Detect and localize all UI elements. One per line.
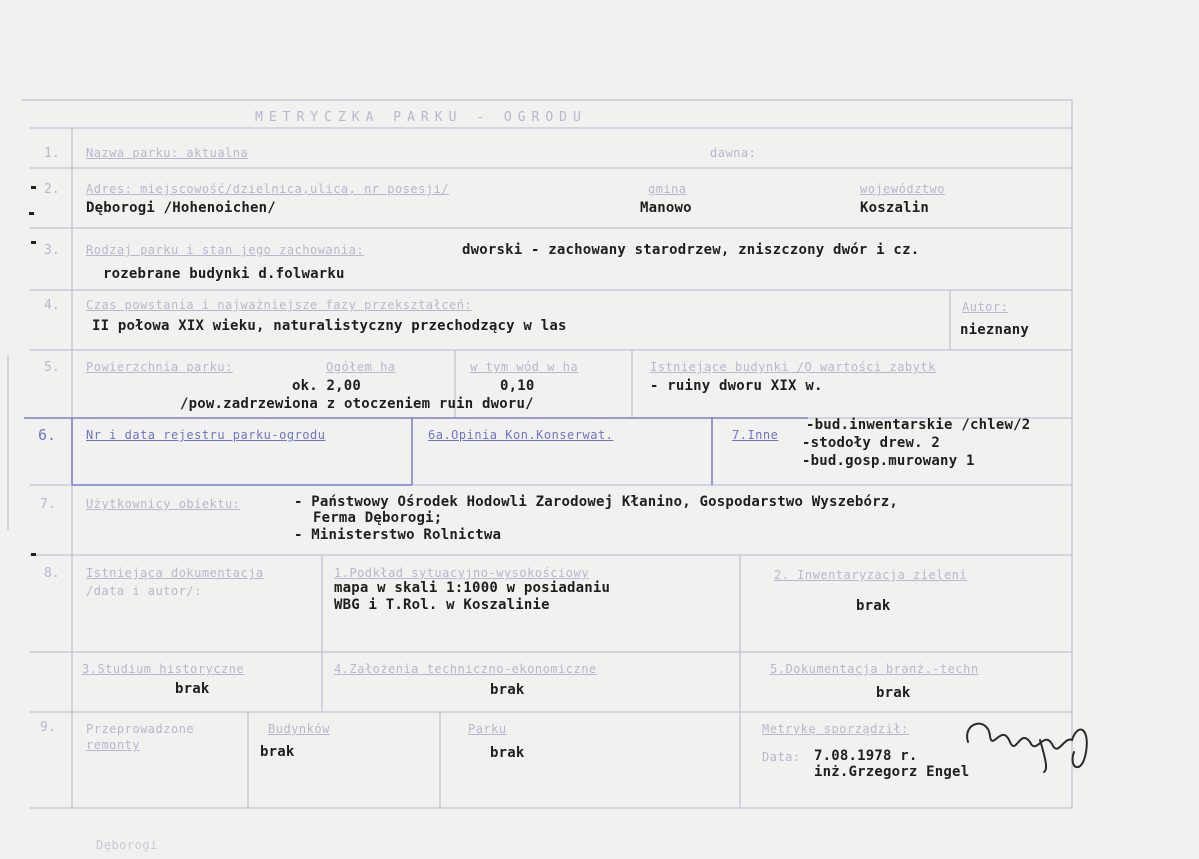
other-value-3: -bud.gosp.murowany 1: [802, 453, 975, 469]
renovations-label: Przeprowadzone: [86, 722, 195, 736]
period-label: Czas powstania i najważniejsze fazy przekształceń:: [86, 298, 473, 312]
type-label: Rodzaj parku i stan jego zachowania:: [86, 243, 365, 257]
voivodeship-value: Koszalin: [860, 200, 930, 216]
row-number: 6.: [38, 426, 57, 444]
margin-mark: [31, 186, 36, 189]
row-number: 1.: [44, 146, 60, 161]
row-number: 3.: [44, 243, 60, 258]
users-value-line3: - Ministerstwo Rolnictwa: [294, 527, 502, 543]
gmina-label: gmina: [648, 182, 687, 196]
gmina-value: Manowo: [640, 200, 692, 216]
author-label: Autor:: [962, 300, 1009, 314]
buildings-value: - ruiny dworu XIX w.: [650, 378, 823, 394]
branch-documentation-value: brak: [876, 685, 911, 701]
prepared-by-value: inż.Grzegorz Engel: [814, 764, 970, 780]
type-value-line1: dworski - zachowany starodrzew, zniszczony dwór i cz.: [462, 242, 920, 258]
type-value-line2: rozebrane budynki d.folwarku: [103, 266, 345, 282]
address-label: Adres: miejscowość/dzielnica,ulica, nr posesji/: [86, 182, 450, 196]
documentation-sublabel: /data i autor/:: [86, 584, 202, 598]
buildings-renovation-label: Budynków: [268, 722, 330, 736]
other-label: 7.Inne: [732, 428, 779, 442]
park-renovation-label: Parku: [468, 722, 507, 736]
margin-mark: [31, 553, 36, 556]
author-value: nieznany: [960, 322, 1030, 338]
former-name-label: dawna:: [710, 146, 757, 160]
users-value-line2: Ferma Dęborogi;: [313, 510, 443, 526]
base-map-value-1: mapa w skali 1:1000 w posiadaniu: [334, 580, 611, 596]
users-label: Użytkownicy obiektu:: [86, 497, 241, 511]
row-number: 7.: [40, 497, 56, 512]
historical-study-label: 3.Studium historyczne: [82, 662, 245, 676]
name-label: Nazwa parku: aktualna: [86, 146, 249, 160]
water-ha-label: w tym wód w ha: [470, 360, 579, 374]
renovations-sublabel: remonty: [86, 738, 141, 752]
base-map-label: 1.Podkład sytuacyjno-wysokościowy: [334, 566, 589, 580]
prepared-by-label: Metrykę sporządził:: [762, 722, 909, 736]
row-number: 9.: [40, 720, 56, 735]
register-label: Nr i data rejestru parku-ogrodu: [86, 428, 326, 442]
date-value: 7.08.1978 r.: [814, 748, 918, 764]
branch-documentation-label: 5.Dokumentacja branż.-techn: [770, 662, 979, 676]
technical-assumptions-label: 4.Założenia techniczno-ekonomiczne: [334, 662, 597, 676]
row-number: 2.: [44, 182, 60, 197]
users-value-line1: - Państwowy Ośrodek Hodowli Zarodowej Kłanino, Gospodarstwo Wyszebórz,: [294, 494, 899, 510]
other-value-2: -stodoły drew. 2: [802, 435, 941, 451]
footer-faint-text: Dęborogi: [96, 838, 158, 852]
form-title: METRYCZKA PARKU - OGRODU: [255, 110, 587, 125]
greenery-inventory-label: 2. Inwentaryzacja zieleni: [774, 568, 968, 582]
signature-mark: [967, 724, 1087, 772]
row-number: 5.: [44, 360, 60, 375]
wooded-area-note: /pow.zadrzewiona z otoczeniem ruin dworu/: [180, 396, 534, 412]
margin-mark: [31, 241, 36, 244]
base-map-value-2: WBG i T.Rol. w Koszalinie: [334, 597, 550, 613]
total-ha-value: ok. 2,00: [292, 378, 362, 394]
margin-mark: [29, 212, 34, 215]
total-ha-label: Ogółem ha: [326, 360, 396, 374]
greenery-inventory-value: brak: [856, 598, 891, 614]
park-renovation-value: brak: [490, 745, 525, 761]
period-value: II połowa XIX wieku, naturalistyczny przechodzący w las: [92, 318, 567, 334]
historical-study-value: brak: [175, 681, 210, 697]
locality-value: Dęborogi /Hohenoichen/: [86, 200, 276, 216]
date-label: Data:: [762, 750, 801, 764]
buildings-label: Istniejące budynki /O wartości zabytk: [650, 360, 936, 374]
buildings-renovation-value: brak: [260, 744, 295, 760]
voivodeship-label: województwo: [860, 182, 945, 196]
technical-assumptions-value: brak: [490, 682, 525, 698]
area-label: Powierzchnia parku:: [86, 360, 233, 374]
documentation-label: Istniejąca dokumentacja: [86, 566, 264, 580]
water-ha-value: 0,10: [500, 378, 535, 394]
row-number: 4.: [44, 298, 60, 313]
conservator-opinion-label: 6a.Opinia Kon.Konserwat.: [428, 428, 614, 442]
other-value-1: -bud.inwentarskie /chlew/2: [806, 417, 1031, 433]
row-number: 8.: [44, 566, 60, 581]
